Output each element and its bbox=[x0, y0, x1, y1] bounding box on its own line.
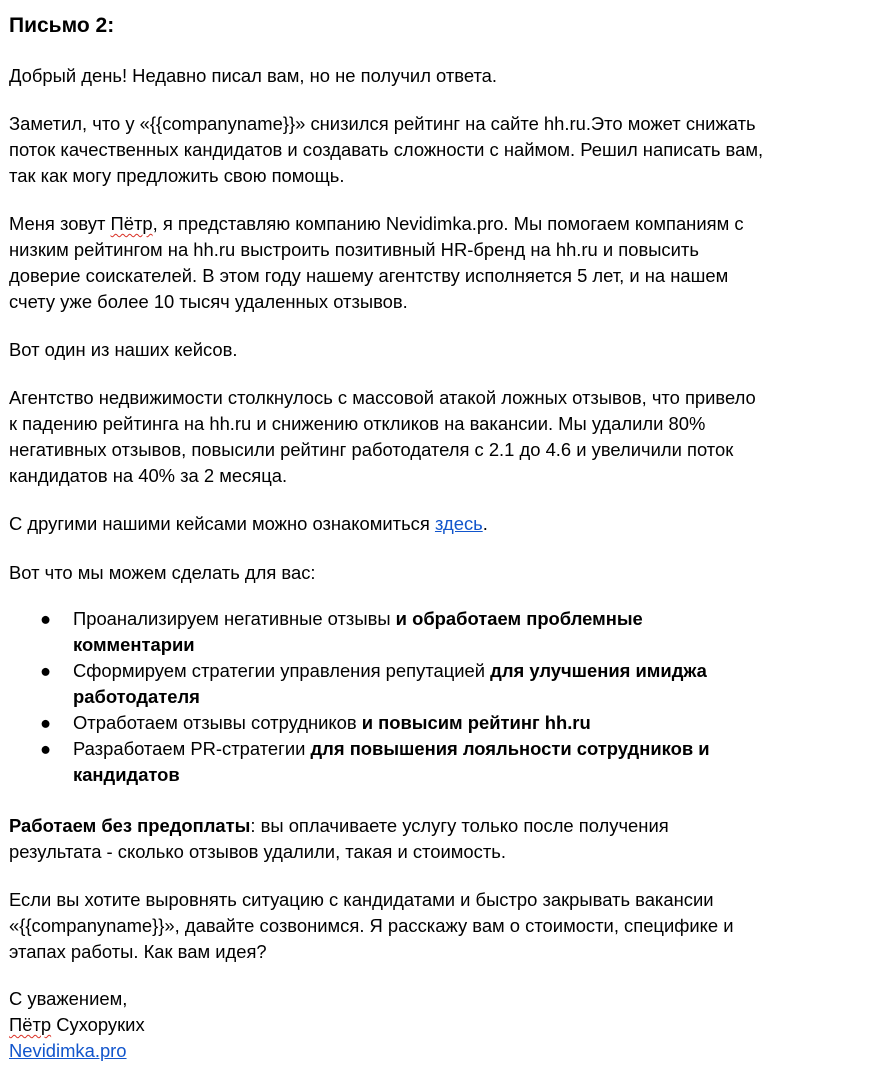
bullet-icon: ● bbox=[40, 712, 52, 733]
text-line: низким рейтингом на hh.ru выстроить позитивный HR-бренд на hh.ru и повысить bbox=[9, 239, 699, 260]
item-text: Сформируем стратегии управления репутацией bbox=[73, 660, 491, 681]
list-item bbox=[9, 736, 869, 788]
signature-closing: С уважением, bbox=[9, 988, 128, 1009]
intro-paragraph bbox=[9, 211, 744, 315]
item-bold-text: кандидатов bbox=[73, 764, 180, 785]
letter-title: Письмо 2: bbox=[9, 14, 115, 37]
list-item bbox=[9, 658, 869, 710]
bullet-icon: ● bbox=[40, 660, 52, 681]
signature-block bbox=[9, 986, 145, 1064]
item-bold-text: и повысим рейтинг hh.ru bbox=[361, 712, 591, 733]
payment-bold-text: Работаем без предоплаты bbox=[9, 815, 251, 836]
text-line: поток качественных кандидатов и создавать сложности с наймом. Решил написать вам, bbox=[9, 139, 764, 160]
text-line: Если вы хотите выровнять ситуацию с кандидатами и быстро закрывать вакансии bbox=[9, 889, 714, 910]
bullet-icon: ● bbox=[40, 738, 52, 759]
text-line: доверие соискателей. В этом году нашему агентству исполняется 5 лет, и на нашем bbox=[9, 265, 729, 286]
text-line bbox=[73, 710, 869, 736]
text-fragment: . bbox=[482, 513, 488, 534]
website-link[interactable]: Nevidimka.pro bbox=[9, 1040, 127, 1061]
signature-name bbox=[9, 1012, 145, 1038]
text-line: негативных отзывов, повысили рейтинг работодателя с 2.1 до 4.6 и увеличили поток bbox=[9, 439, 734, 460]
rating-paragraph bbox=[9, 111, 763, 189]
services-list bbox=[9, 606, 869, 788]
text-line bbox=[9, 813, 669, 839]
item-bold-text: комментарии bbox=[73, 634, 195, 655]
text-line bbox=[73, 684, 869, 710]
text-line: к падению рейтинга на hh.ru и снижению откликов на вакансии. Мы удалили 80% bbox=[9, 413, 706, 434]
signature-last-name: Сухоруких bbox=[51, 1014, 145, 1035]
item-bold-text: работодателя bbox=[73, 686, 200, 707]
text-line: этапах работы. Как вам идея? bbox=[9, 941, 267, 962]
misspelled-word[interactable]: Пётр bbox=[9, 1014, 52, 1035]
text-fragment: : вы оплачиваете услугу только после получения bbox=[250, 815, 669, 836]
greeting-paragraph: Добрый день! Недавно писал вам, но не получил ответа. bbox=[9, 65, 498, 86]
text-line bbox=[73, 736, 869, 762]
list-item bbox=[9, 710, 869, 736]
text-line bbox=[73, 762, 869, 788]
text-fragment: Меня зовут bbox=[9, 213, 111, 234]
bullet-icon: ● bbox=[40, 608, 52, 629]
offer-intro-paragraph: Вот что мы можем сделать для вас: bbox=[9, 562, 316, 583]
text-line: Агентство недвижимости столкнулось с массовой атакой ложных отзывов, что привело bbox=[9, 387, 756, 408]
case-paragraph bbox=[9, 385, 756, 489]
cases-link[interactable]: здесь bbox=[434, 513, 483, 534]
text-line bbox=[9, 211, 744, 237]
item-text: Разработаем PR-стратегии bbox=[73, 738, 311, 759]
text-line bbox=[73, 606, 869, 632]
misspelled-word[interactable]: Пётр bbox=[110, 213, 153, 234]
item-text: Проанализируем негативные отзывы bbox=[73, 608, 396, 629]
item-bold-text: для повышения лояльности сотрудников и bbox=[310, 738, 710, 759]
text-line: результата - сколько отзывов удалили, такая и стоимость. bbox=[9, 841, 506, 862]
text-line: Заметил, что у «{{companyname}}» снизился рейтинг на сайте hh.ru.Это может снижать bbox=[9, 113, 756, 134]
signature-website-line bbox=[9, 1038, 145, 1064]
text-line: кандидатов на 40% за 2 месяца. bbox=[9, 465, 288, 486]
text-fragment: , я представляю компанию Nevidimka.pro. Мы помогаем компаниям с bbox=[152, 213, 744, 234]
item-bold-text: для улучшения имиджа bbox=[490, 660, 707, 681]
text-line: так как могу предложить свою помощь. bbox=[9, 165, 345, 186]
text-fragment: С другими нашими кейсами можно ознакомиться bbox=[9, 513, 435, 534]
case-intro-paragraph: Вот один из наших кейсов. bbox=[9, 339, 238, 360]
item-text: Отработаем отзывы сотрудников bbox=[73, 712, 362, 733]
text-line bbox=[73, 632, 869, 658]
other-cases-paragraph bbox=[9, 511, 488, 537]
item-bold-text: и обработаем проблемные bbox=[395, 608, 643, 629]
text-line bbox=[73, 658, 869, 684]
call-paragraph bbox=[9, 887, 734, 965]
list-item bbox=[9, 606, 869, 658]
payment-paragraph bbox=[9, 813, 669, 865]
text-line: «{{companyname}}», давайте созвонимся. Я расскажу вам о стоимости, специфике и bbox=[9, 915, 734, 936]
text-line: счету уже более 10 тысяч удаленных отзывов. bbox=[9, 291, 408, 312]
